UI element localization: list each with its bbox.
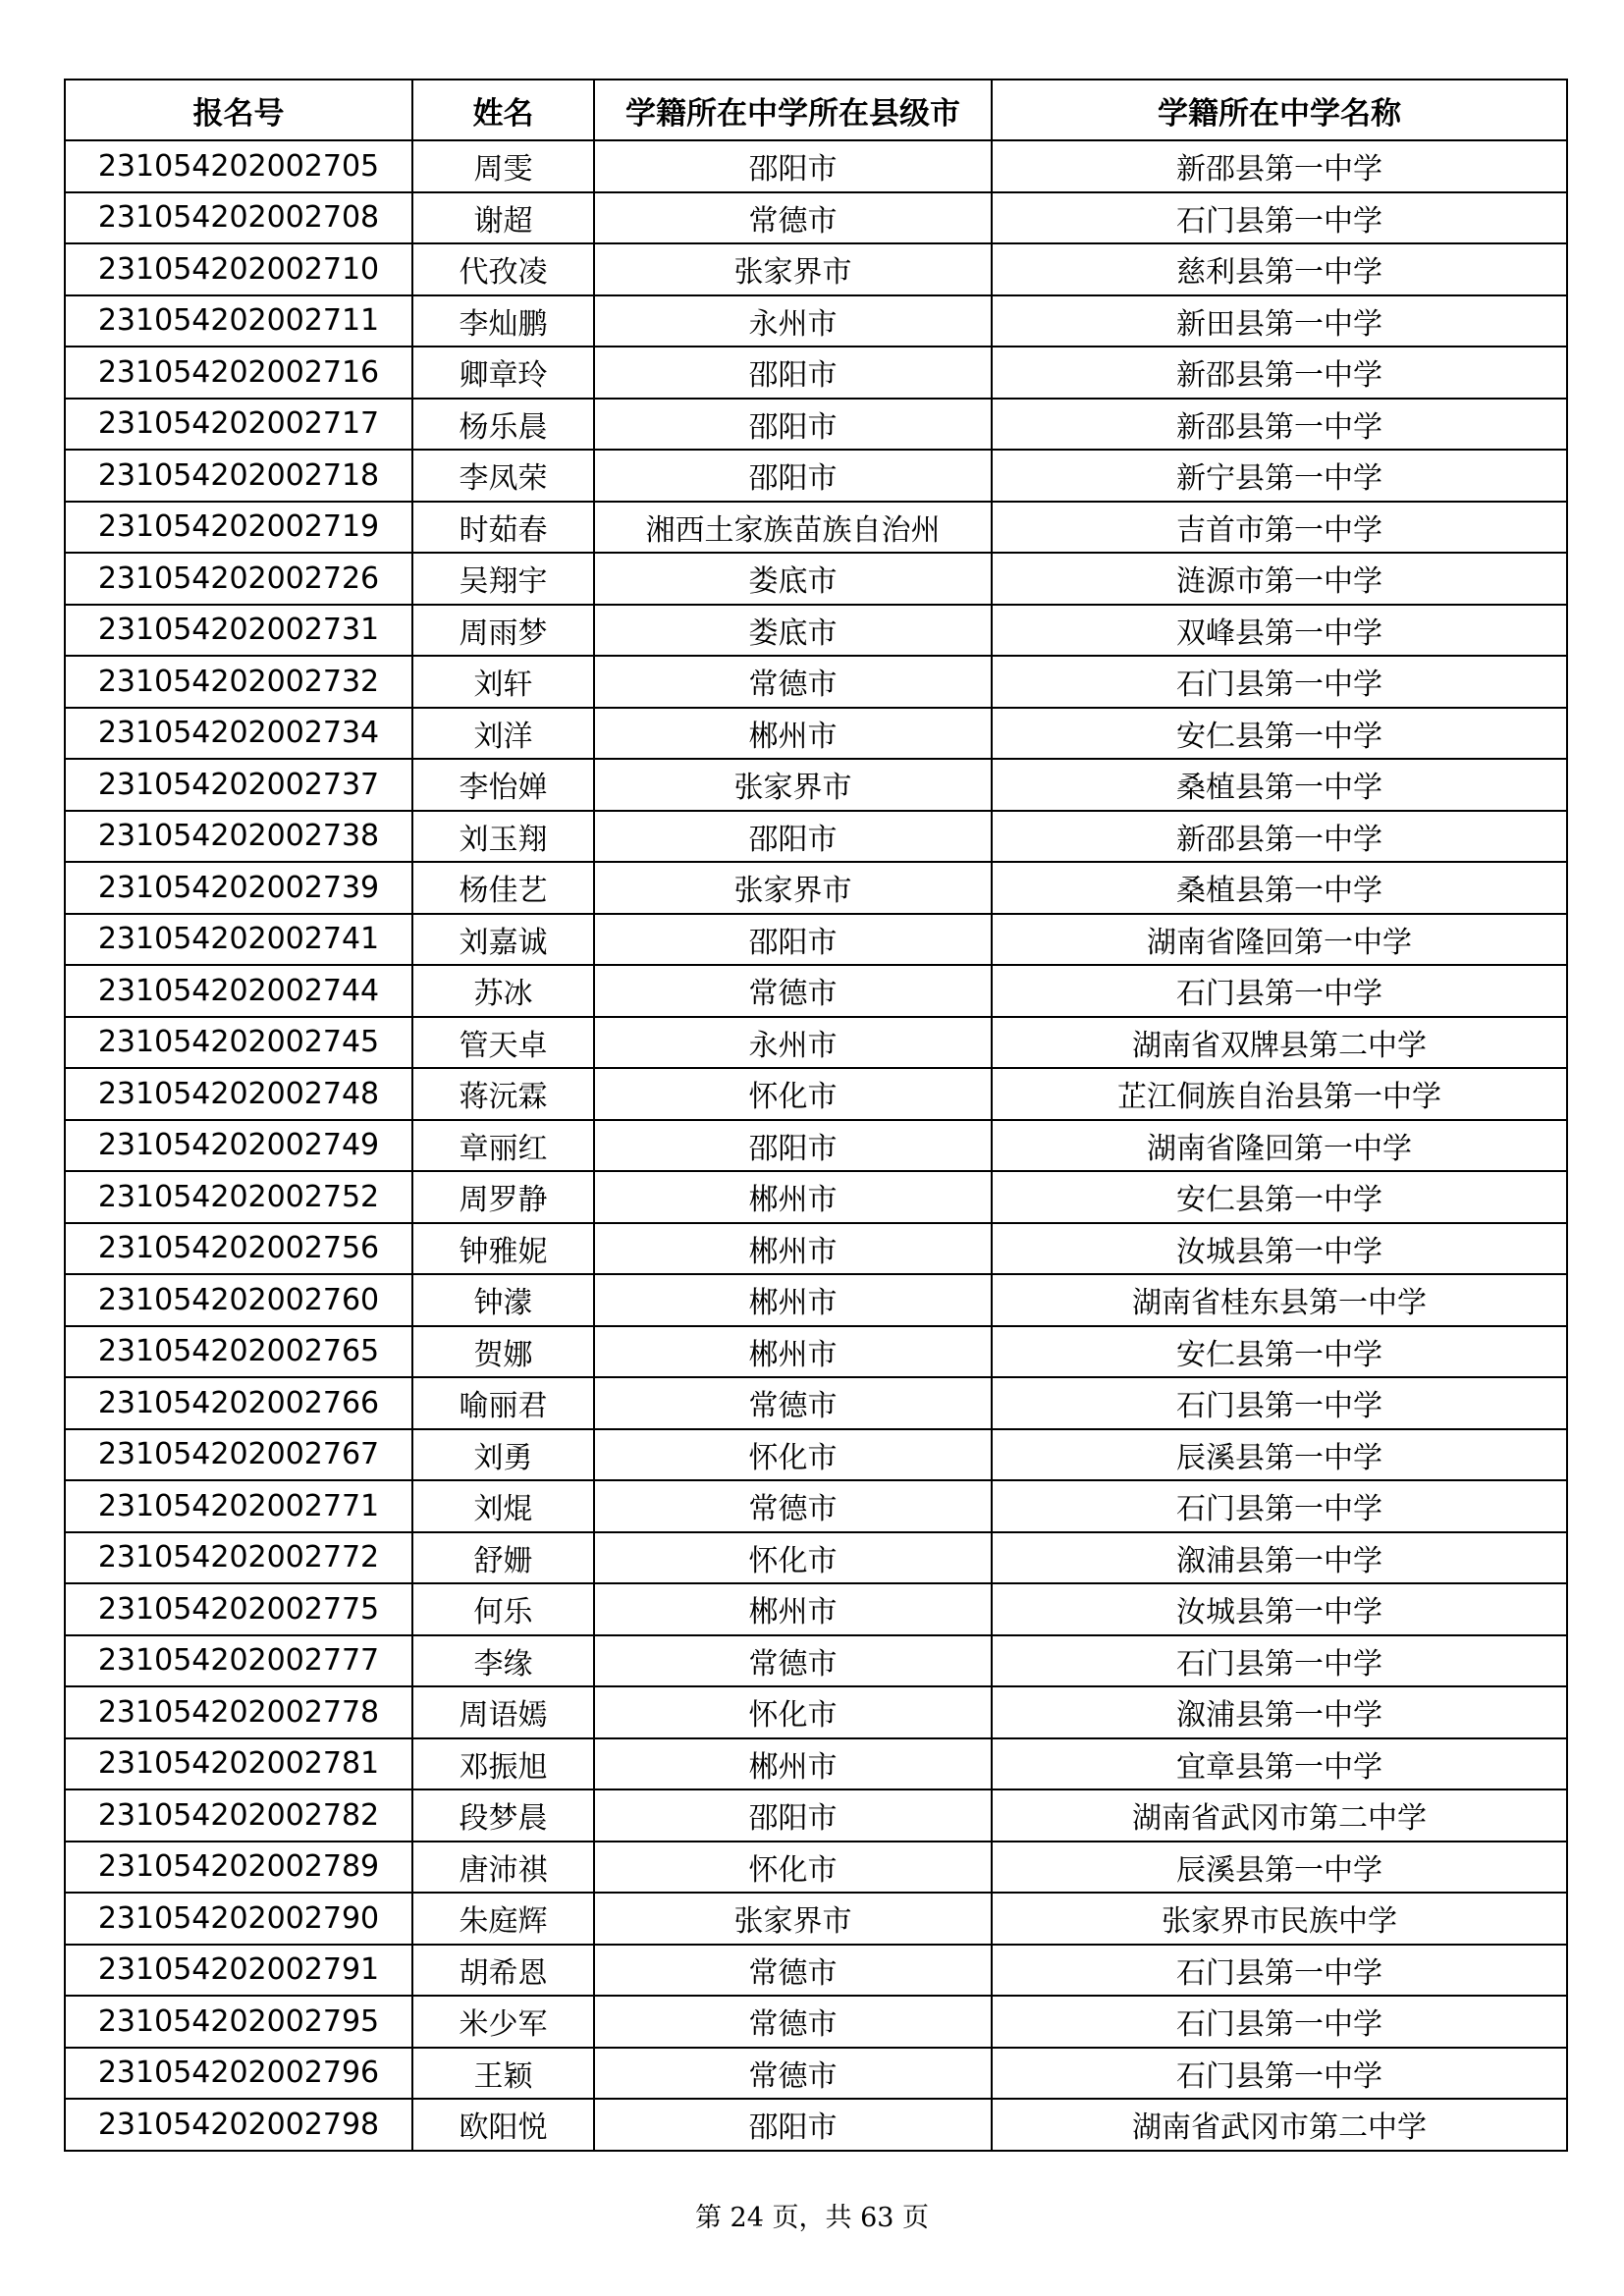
table-row <box>65 1996 1567 2048</box>
school-city-cell: 邵阳市 <box>594 399 992 451</box>
student-name-cell: 欧阳悦 <box>412 2099 594 2151</box>
student-name-cell: 谢超 <box>412 192 594 244</box>
student-name-cell: 周雨梦 <box>412 605 594 657</box>
table-header <box>65 80 1567 140</box>
student-name-cell: 李缘 <box>412 1635 594 1687</box>
student-name-cell: 何乐 <box>412 1583 594 1635</box>
registration-number-cell: 231054202002771 <box>65 1480 412 1532</box>
student-name-cell: 钟雅妮 <box>412 1223 594 1275</box>
school-name-cell: 石门县第一中学 <box>992 965 1567 1017</box>
school-name-cell: 桑植县第一中学 <box>992 862 1567 914</box>
registration-number-cell: 231054202002791 <box>65 1945 412 1997</box>
student-name-cell: 喻丽君 <box>412 1377 594 1429</box>
registration-number-cell: 231054202002798 <box>65 2099 412 2151</box>
registration-number-cell: 231054202002778 <box>65 1686 412 1738</box>
school-city-cell: 娄底市 <box>594 605 992 657</box>
table-row <box>65 1171 1567 1223</box>
student-name-cell: 周雯 <box>412 140 594 192</box>
table-row <box>65 1738 1567 1790</box>
table-row <box>65 605 1567 657</box>
table-row <box>65 1068 1567 1120</box>
registration-number-cell: 231054202002708 <box>65 192 412 244</box>
school-city-cell: 怀化市 <box>594 1532 992 1584</box>
header-school-city: 学籍所在中学所在县级市 <box>594 80 992 140</box>
table-row <box>65 243 1567 295</box>
registration-number-cell: 231054202002719 <box>65 502 412 554</box>
table-row <box>65 1893 1567 1945</box>
registration-number-cell: 231054202002752 <box>65 1171 412 1223</box>
table-row <box>65 1223 1567 1275</box>
student-name-cell: 卿章玲 <box>412 347 594 399</box>
school-name-cell: 石门县第一中学 <box>992 1480 1567 1532</box>
school-name-cell: 安仁县第一中学 <box>992 1171 1567 1223</box>
registration-number-cell: 231054202002744 <box>65 965 412 1017</box>
school-name-cell: 湖南省双牌县第二中学 <box>992 1017 1567 1069</box>
registration-number-cell: 231054202002741 <box>65 914 412 966</box>
header-name: 姓名 <box>412 80 594 140</box>
student-name-cell: 邓振旭 <box>412 1738 594 1790</box>
school-name-cell: 溆浦县第一中学 <box>992 1532 1567 1584</box>
school-name-cell: 石门县第一中学 <box>992 1377 1567 1429</box>
registration-number-cell: 231054202002772 <box>65 1532 412 1584</box>
student-name-cell: 苏冰 <box>412 965 594 1017</box>
school-name-cell: 桑植县第一中学 <box>992 759 1567 811</box>
school-name-cell: 宜章县第一中学 <box>992 1738 1567 1790</box>
student-name-cell: 代孜凌 <box>412 243 594 295</box>
student-name-cell: 时茹春 <box>412 502 594 554</box>
school-name-cell: 石门县第一中学 <box>992 1945 1567 1997</box>
registration-number-cell: 231054202002711 <box>65 295 412 347</box>
registration-number-cell: 231054202002734 <box>65 708 412 760</box>
school-name-cell: 石门县第一中学 <box>992 656 1567 708</box>
school-city-cell: 郴州市 <box>594 1223 992 1275</box>
student-name-cell: 米少军 <box>412 1996 594 2048</box>
school-city-cell: 邵阳市 <box>594 1789 992 1842</box>
school-city-cell: 常德市 <box>594 2048 992 2100</box>
table-row <box>65 1686 1567 1738</box>
school-name-cell: 湖南省隆回第一中学 <box>992 914 1567 966</box>
school-name-cell: 新邵县第一中学 <box>992 140 1567 192</box>
school-city-cell: 邵阳市 <box>594 1120 992 1172</box>
student-name-cell: 王颖 <box>412 2048 594 2100</box>
school-name-cell: 新宁县第一中学 <box>992 450 1567 502</box>
registration-number-cell: 231054202002718 <box>65 450 412 502</box>
table-row <box>65 1326 1567 1378</box>
registration-number-cell: 231054202002738 <box>65 811 412 863</box>
table-row <box>65 708 1567 760</box>
registration-number-cell: 231054202002789 <box>65 1842 412 1894</box>
table-row <box>65 347 1567 399</box>
student-name-cell: 朱庭辉 <box>412 1893 594 1945</box>
school-city-cell: 怀化市 <box>594 1429 992 1481</box>
table-row <box>65 553 1567 605</box>
student-name-cell: 周罗静 <box>412 1171 594 1223</box>
school-city-cell: 邵阳市 <box>594 140 992 192</box>
table-row <box>65 140 1567 192</box>
table-row <box>65 2099 1567 2151</box>
school-name-cell: 吉首市第一中学 <box>992 502 1567 554</box>
table-row <box>65 1377 1567 1429</box>
registration-number-cell: 231054202002749 <box>65 1120 412 1172</box>
table-body <box>65 140 1567 2151</box>
school-name-cell: 新邵县第一中学 <box>992 347 1567 399</box>
student-roster-table <box>64 79 1568 2152</box>
table-row <box>65 1274 1567 1326</box>
registration-number-cell: 231054202002782 <box>65 1789 412 1842</box>
student-name-cell: 贺娜 <box>412 1326 594 1378</box>
school-city-cell: 邵阳市 <box>594 450 992 502</box>
student-name-cell: 钟濛 <box>412 1274 594 1326</box>
school-name-cell: 双峰县第一中学 <box>992 605 1567 657</box>
registration-number-cell: 231054202002781 <box>65 1738 412 1790</box>
school-city-cell: 郴州市 <box>594 1583 992 1635</box>
school-city-cell: 常德市 <box>594 1635 992 1687</box>
school-name-cell: 溆浦县第一中学 <box>992 1686 1567 1738</box>
student-name-cell: 李凤荣 <box>412 450 594 502</box>
school-name-cell: 辰溪县第一中学 <box>992 1842 1567 1894</box>
student-name-cell: 李怡婵 <box>412 759 594 811</box>
school-name-cell: 安仁县第一中学 <box>992 1326 1567 1378</box>
school-name-cell: 新田县第一中学 <box>992 295 1567 347</box>
table-row <box>65 1120 1567 1172</box>
registration-number-cell: 231054202002796 <box>65 2048 412 2100</box>
registration-number-cell: 231054202002777 <box>65 1635 412 1687</box>
school-city-cell: 郴州市 <box>594 1738 992 1790</box>
student-name-cell: 刘嘉诚 <box>412 914 594 966</box>
table-row <box>65 1017 1567 1069</box>
school-city-cell: 常德市 <box>594 192 992 244</box>
school-name-cell: 新邵县第一中学 <box>992 811 1567 863</box>
table-row <box>65 1945 1567 1997</box>
registration-number-cell: 231054202002745 <box>65 1017 412 1069</box>
school-name-cell: 湖南省武冈市第二中学 <box>992 1789 1567 1842</box>
registration-number-cell: 231054202002775 <box>65 1583 412 1635</box>
student-name-cell: 刘洋 <box>412 708 594 760</box>
student-name-cell: 杨乐晨 <box>412 399 594 451</box>
table-row <box>65 295 1567 347</box>
student-name-cell: 段梦晨 <box>412 1789 594 1842</box>
table-row <box>65 1583 1567 1635</box>
school-city-cell: 邵阳市 <box>594 347 992 399</box>
table-row <box>65 656 1567 708</box>
table-row <box>65 811 1567 863</box>
table-row <box>65 192 1567 244</box>
school-name-cell: 慈利县第一中学 <box>992 243 1567 295</box>
school-name-cell: 涟源市第一中学 <box>992 553 1567 605</box>
registration-number-cell: 231054202002766 <box>65 1377 412 1429</box>
student-name-cell: 李灿鹏 <box>412 295 594 347</box>
student-name-cell: 杨佳艺 <box>412 862 594 914</box>
student-name-cell: 章丽红 <box>412 1120 594 1172</box>
school-city-cell: 湘西土家族苗族自治州 <box>594 502 992 554</box>
school-city-cell: 张家界市 <box>594 1893 992 1945</box>
school-city-cell: 郴州市 <box>594 1274 992 1326</box>
registration-number-cell: 231054202002765 <box>65 1326 412 1378</box>
school-city-cell: 张家界市 <box>594 759 992 811</box>
table-row <box>65 1480 1567 1532</box>
registration-number-cell: 231054202002710 <box>65 243 412 295</box>
student-name-cell: 刘玉翔 <box>412 811 594 863</box>
school-city-cell: 邵阳市 <box>594 2099 992 2151</box>
school-city-cell: 常德市 <box>594 656 992 708</box>
school-city-cell: 怀化市 <box>594 1686 992 1738</box>
table-row <box>65 862 1567 914</box>
school-city-cell: 永州市 <box>594 1017 992 1069</box>
student-name-cell: 蒋沅霖 <box>412 1068 594 1120</box>
school-city-cell: 邵阳市 <box>594 811 992 863</box>
school-city-cell: 郴州市 <box>594 708 992 760</box>
school-name-cell: 湖南省隆回第一中学 <box>992 1120 1567 1172</box>
registration-number-cell: 231054202002739 <box>65 862 412 914</box>
student-name-cell: 胡希恩 <box>412 1945 594 1997</box>
school-city-cell: 张家界市 <box>594 862 992 914</box>
school-city-cell: 怀化市 <box>594 1842 992 1894</box>
table-row <box>65 965 1567 1017</box>
school-city-cell: 常德市 <box>594 965 992 1017</box>
registration-number-cell: 231054202002760 <box>65 1274 412 1326</box>
table-row <box>65 502 1567 554</box>
table-row <box>65 1789 1567 1842</box>
school-name-cell: 汝城县第一中学 <box>992 1583 1567 1635</box>
registration-number-cell: 231054202002795 <box>65 1996 412 2048</box>
header-row <box>65 80 1567 140</box>
school-name-cell: 石门县第一中学 <box>992 2048 1567 2100</box>
student-name-cell: 舒姗 <box>412 1532 594 1584</box>
table-row <box>65 1532 1567 1584</box>
school-name-cell: 新邵县第一中学 <box>992 399 1567 451</box>
registration-number-cell: 231054202002726 <box>65 553 412 605</box>
school-city-cell: 张家界市 <box>594 243 992 295</box>
school-name-cell: 张家界市民族中学 <box>992 1893 1567 1945</box>
student-name-cell: 唐沛祺 <box>412 1842 594 1894</box>
school-city-cell: 娄底市 <box>594 553 992 605</box>
registration-number-cell: 231054202002790 <box>65 1893 412 1945</box>
school-city-cell: 邵阳市 <box>594 914 992 966</box>
student-name-cell: 刘轩 <box>412 656 594 708</box>
table-row <box>65 2048 1567 2100</box>
school-city-cell: 常德市 <box>594 1377 992 1429</box>
school-city-cell: 郴州市 <box>594 1326 992 1378</box>
table-row <box>65 1635 1567 1687</box>
header-registration-number: 报名号 <box>65 80 412 140</box>
student-name-cell: 管天卓 <box>412 1017 594 1069</box>
school-name-cell: 石门县第一中学 <box>992 1996 1567 2048</box>
school-city-cell: 怀化市 <box>594 1068 992 1120</box>
registration-number-cell: 231054202002756 <box>65 1223 412 1275</box>
school-city-cell: 郴州市 <box>594 1171 992 1223</box>
registration-number-cell: 231054202002737 <box>65 759 412 811</box>
school-name-cell: 石门县第一中学 <box>992 192 1567 244</box>
school-city-cell: 常德市 <box>594 1945 992 1997</box>
school-city-cell: 常德市 <box>594 1480 992 1532</box>
header-school-name: 学籍所在中学名称 <box>992 80 1567 140</box>
school-city-cell: 常德市 <box>594 1996 992 2048</box>
table-row <box>65 759 1567 811</box>
table-row <box>65 1429 1567 1481</box>
school-name-cell: 湖南省武冈市第二中学 <box>992 2099 1567 2151</box>
page-number-footer: 第 24 页，共 63 页 <box>694 2203 930 2233</box>
registration-number-cell: 231054202002732 <box>65 656 412 708</box>
table-row <box>65 450 1567 502</box>
table-row <box>65 1842 1567 1894</box>
school-name-cell: 安仁县第一中学 <box>992 708 1567 760</box>
registration-number-cell: 231054202002731 <box>65 605 412 657</box>
school-name-cell: 石门县第一中学 <box>992 1635 1567 1687</box>
student-name-cell: 刘勇 <box>412 1429 594 1481</box>
student-name-cell: 吴翔宇 <box>412 553 594 605</box>
table-row <box>65 399 1567 451</box>
school-name-cell: 芷江侗族自治县第一中学 <box>992 1068 1567 1120</box>
student-name-cell: 刘焜 <box>412 1480 594 1532</box>
school-name-cell: 湖南省桂东县第一中学 <box>992 1274 1567 1326</box>
table-row <box>65 914 1567 966</box>
school-city-cell: 永州市 <box>594 295 992 347</box>
school-name-cell: 汝城县第一中学 <box>992 1223 1567 1275</box>
registration-number-cell: 231054202002748 <box>65 1068 412 1120</box>
registration-number-cell: 231054202002717 <box>65 399 412 451</box>
registration-number-cell: 231054202002705 <box>65 140 412 192</box>
registration-number-cell: 231054202002767 <box>65 1429 412 1481</box>
registration-number-cell: 231054202002716 <box>65 347 412 399</box>
school-name-cell: 辰溪县第一中学 <box>992 1429 1567 1481</box>
student-name-cell: 周语嫣 <box>412 1686 594 1738</box>
